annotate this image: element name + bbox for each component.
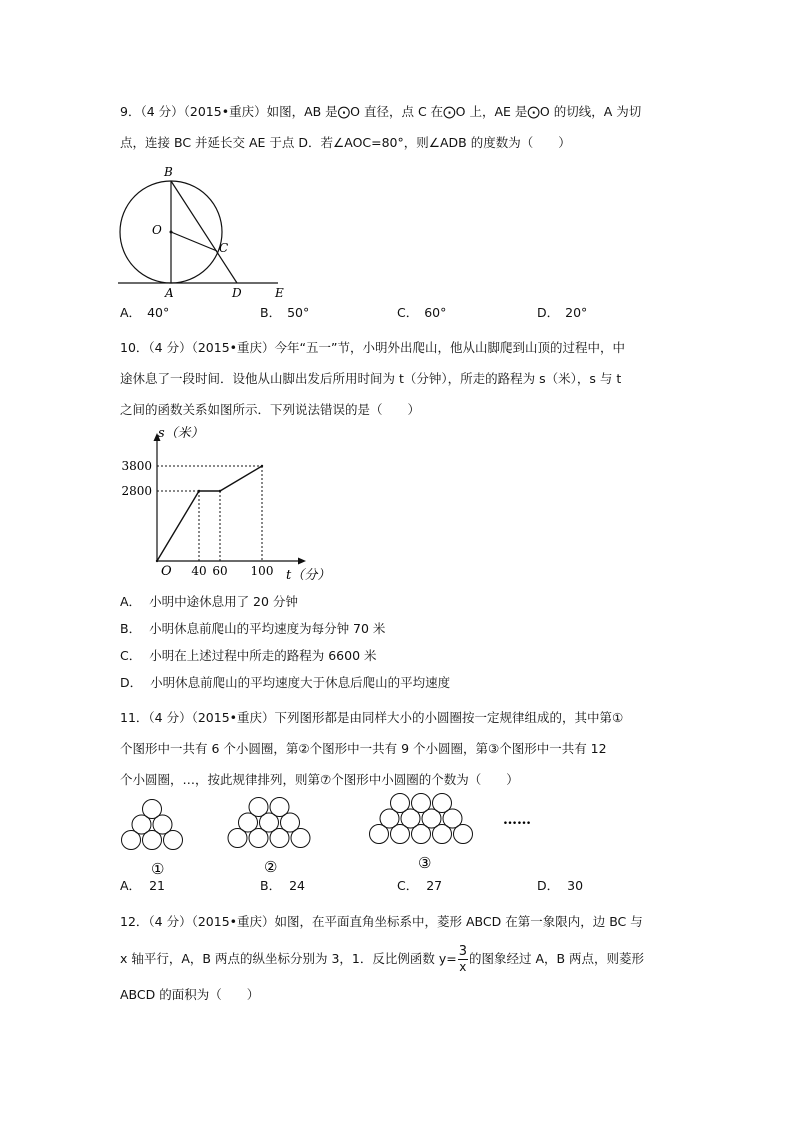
option-text: 20° xyxy=(565,305,588,320)
q11-circle-patterns xyxy=(115,788,555,878)
fraction-denominator: x xyxy=(459,960,467,974)
option-letter: A． xyxy=(120,305,142,320)
y-tick-label-2800: 2800 xyxy=(121,484,152,498)
pattern-3-circle xyxy=(391,794,410,813)
fraction-3-over-x xyxy=(458,945,468,974)
pattern-label-2: ② xyxy=(264,858,278,876)
q9-center-dot xyxy=(170,231,173,234)
option-letter: C． xyxy=(120,648,142,663)
pattern-label-1: ① xyxy=(151,860,165,878)
option-letter: B． xyxy=(120,621,142,636)
option-letter: A． xyxy=(120,594,142,609)
q9-label-a: A xyxy=(165,286,174,300)
pattern-label-3: ③ xyxy=(418,854,432,872)
option-text: 21 xyxy=(149,878,165,893)
q12-line-3: ABCD 的面积为（ ） xyxy=(120,987,260,1002)
q11-option-a[interactable] xyxy=(120,876,165,896)
y-axis-label: s（米） xyxy=(158,426,204,441)
option-text: 30 xyxy=(567,878,584,893)
option-letter: A． xyxy=(120,878,142,893)
option-text: 24 xyxy=(289,878,305,893)
q12-line-2 xyxy=(120,944,644,974)
option-letter: B． xyxy=(260,305,282,320)
option-text: 27 xyxy=(426,878,443,893)
q11-option-b[interactable] xyxy=(260,876,305,896)
q9-label-b: B xyxy=(164,165,173,179)
pattern-ellipsis: …… xyxy=(503,812,531,828)
x-tick-label-40: 40 xyxy=(191,564,207,578)
q9-label-o: O xyxy=(152,223,162,237)
origin-label: O xyxy=(161,564,172,579)
option-text: 60° xyxy=(424,305,447,320)
q9-geometry-figure xyxy=(112,162,297,302)
x-tick-label-100: 100 xyxy=(250,564,274,578)
q12-line-1: 12．（4 分）（2015•重庆）如图，在平面直角坐标系中，菱形 ABCD 在第一象限内，边 BC 与 xyxy=(120,914,643,929)
data-point-0 xyxy=(156,560,158,562)
q10-line-2: 途休息了一段时间．设他从山脚出发后所用时间为 t（分钟），所走的路程为 s（米），s 与 t xyxy=(120,371,622,386)
pattern-circles xyxy=(122,794,473,850)
x-axis-arrow xyxy=(298,558,306,565)
q10-option-b[interactable] xyxy=(120,619,385,639)
option-letter: D． xyxy=(120,675,143,690)
q12-line-2-post: 的图象经过 A，B 两点，则菱形 xyxy=(468,951,645,966)
pattern-1-circle xyxy=(143,800,162,819)
q11-line-3: 个小圆圈，…，按此规律排列，则第⑦个图形中小圆圈的个数为（ ） xyxy=(120,772,519,787)
option-letter: D． xyxy=(537,878,560,893)
option-text: 小明中途休息用了 20 分钟 xyxy=(149,594,298,609)
option-text: 小明在上述过程中所走的路程为 6600 米 xyxy=(149,648,377,663)
q10-line-3: 之间的函数关系如图所示．下列说法错误的是（ ） xyxy=(120,402,421,417)
option-letter: D． xyxy=(537,305,560,320)
q11-option-d[interactable] xyxy=(537,876,583,896)
q10-option-c[interactable] xyxy=(120,646,377,666)
pattern-2-circle xyxy=(270,798,289,817)
data-point-100 xyxy=(261,465,263,467)
pattern-2-circle xyxy=(249,798,268,817)
q9-option-a[interactable] xyxy=(120,303,169,323)
option-text: 小明休息前爬山的平均速度为每分钟 70 米 xyxy=(149,621,386,636)
x-tick-label-60: 60 xyxy=(212,564,228,578)
option-text: 40° xyxy=(147,305,170,320)
data-point-40 xyxy=(198,490,200,492)
q10-option-a[interactable] xyxy=(120,592,298,612)
q9-line-1: 9．（4 分）（2015•重庆）如图，AB 是⨀O 直径，点 C 在⨀O 上，AE 是⨀O 的切线，A 为切 xyxy=(120,104,642,119)
q10-line-1: 10．（4 分）（2015•重庆）今年“五一”节，小明外出爬山，他从山脚爬到山顶的过程中，中 xyxy=(120,340,625,355)
q10-distance-time-graph xyxy=(112,425,342,590)
option-letter: C． xyxy=(397,878,419,893)
q12-line-2-pre: x 轴平行，A，B 两点的纵坐标分别为 3，1．反比例函数 y= xyxy=(120,951,457,966)
q9-option-c[interactable] xyxy=(397,303,446,323)
option-letter: C． xyxy=(397,305,419,320)
y-tick-label-3800: 3800 xyxy=(121,459,152,473)
fraction-numerator: 3 xyxy=(458,944,467,959)
q9-label-d: D xyxy=(232,286,242,300)
q11-option-c[interactable] xyxy=(397,876,442,896)
q9-label-c: C xyxy=(219,241,229,255)
q9-option-b[interactable] xyxy=(260,303,309,323)
q9-segment-bd xyxy=(171,181,237,283)
pattern-3-circle xyxy=(433,794,452,813)
option-text: 50° xyxy=(287,305,310,320)
data-point-60 xyxy=(219,490,221,492)
option-text: 小明休息前爬山的平均速度大于休息后爬山的平均速度 xyxy=(150,675,451,690)
q9-option-d[interactable] xyxy=(537,303,587,323)
q11-line-2: 个图形中一共有 6 个小圆圈，第②个图形中一共有 9 个小圆圈，第③个图形中一共有 12 xyxy=(120,741,607,756)
x-axis-label: t（分） xyxy=(286,568,331,583)
option-letter: B． xyxy=(260,878,282,893)
q10-option-d[interactable] xyxy=(120,673,450,693)
series-line xyxy=(157,466,262,561)
pattern-3-circle xyxy=(412,794,431,813)
q11-line-1: 11．（4 分）（2015•重庆）下列图形都是由同样大小的小圆圈按一定规律组成的，其中第① xyxy=(120,710,624,725)
q9-line-2: 点，连接 BC 并延长交 AE 于点 D．若∠AOC=80°，则∠ADB 的度数为（ ） xyxy=(120,135,571,150)
q9-label-e: E xyxy=(275,286,284,300)
